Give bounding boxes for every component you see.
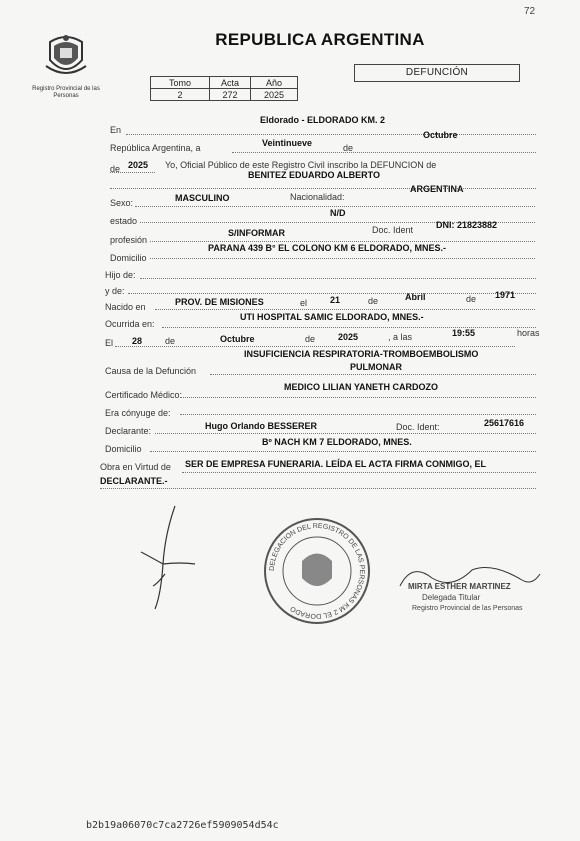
dotted-line [100,488,536,489]
de-label: de [368,296,379,306]
doc-ident-label: Doc. Ident [372,225,414,235]
domicilio2-value: Bº NACH KM 7 ELDORADO, MNES. [262,437,412,447]
de-label: de [110,164,121,174]
official-office: Registro Provincial de las Personas [412,605,523,612]
page-number: 72 [524,6,536,17]
doc-ident-value: DNI: 21823882 [436,220,498,230]
obra-value-line1: SER DE EMPRESA FUNERARIA. LEÍDA EL ACTA FIRMA CONMIGO, EL [185,459,487,469]
el-label: El [105,338,114,348]
nacionalidad-label: Nacionalidad: [290,192,345,202]
horas-label: horas [517,328,540,338]
death-time: 19:55 [452,328,476,338]
dotted-line [150,258,535,259]
domicilio-value: PARANA 439 B° EL COLONO KM 6 ELDORADO, MNES.- [208,243,446,253]
dotted-line [150,451,536,452]
year-value: 2025 [128,160,149,170]
causa-value-line2: PULMONAR [350,362,402,372]
death-month: Octubre [220,334,255,344]
col-header-tomo: Tomo [151,77,210,89]
day-value: Veintinueve [262,138,313,148]
causa-value-line1: INSUFICIENCIA RESPIRATORIA-TROMBOEMBOLISMO [244,349,479,359]
nacido-value: PROV. DE MISIONES [175,297,264,307]
nacionalidad-value: ARGENTINA [410,184,464,194]
dotted-line [162,327,536,328]
republica-label: República Argentina, a [110,143,201,153]
dotted-line [182,472,536,473]
crest-caption: Registro Provincial de las Personas [32,86,100,99]
el-label: el [300,298,308,308]
de-label: de [343,143,354,153]
cell-tomo: 2 [151,89,210,101]
ocurrida-value: UTI HOSPITAL SAMIC ELDORADO, MNES.- [240,312,424,322]
dotted-line [180,414,536,415]
estado-value: N/D [330,208,346,218]
deceased-name: BENITEZ EDUARDO ALBERTO [248,170,381,180]
dotted-line [180,397,536,398]
birth-month: Abril [405,292,426,302]
official-round-seal [262,516,372,626]
sexo-value: MASCULINO [175,193,230,203]
de-label: de [305,334,316,344]
sexo-label: Sexo: [110,198,134,208]
ocurrida-label: Ocurrida en: [105,319,155,329]
death-day: 28 [132,336,143,346]
certificado-label: Certificado Médico: [105,390,183,400]
dotted-line [232,152,536,153]
de-label: de [165,336,176,346]
en-label: En [110,125,122,135]
birth-year: 1971 [495,290,516,300]
domicilio-label: Domicilio [110,253,147,263]
hijo-label: Hijo de: [105,270,136,280]
declarante-value: Hugo Orlando BESSERER [205,421,318,431]
obra-label: Obra en Virtud de [100,462,171,472]
official-signature-stamp [392,560,542,620]
col-header-acta: Acta [210,77,251,89]
birth-day: 21 [330,295,341,305]
doc-ident2-value: 25617616 [484,418,525,428]
nacido-label: Nacido en [105,302,146,312]
oficial-text: Yo, Oficial Público de este Registro Civil inscribo la DEFUNCION de [165,160,437,170]
place-value: Eldorado - ELDORADO KM. 2 [260,115,386,125]
obra-value-line2: DECLARANTE.- [100,476,168,486]
dotted-line [140,278,536,279]
dotted-line [150,241,535,242]
cell-acta: 272 [210,89,251,101]
dotted-line [115,346,515,347]
dotted-line [110,172,155,173]
dotted-line [155,433,536,434]
declarante-label: Declarante: [105,426,152,436]
causa-label: Causa de la Defunción [105,366,197,376]
declarant-signature [135,504,205,614]
conyuge-label: Era cónyuge de: [105,408,171,418]
a-las-label: , a las [388,332,413,342]
month-value: Octubre [423,130,458,140]
dotted-line [126,134,536,135]
document-type-box: DEFUNCIÓN [354,64,520,82]
doc-ident2-label: Doc. Ident: [396,422,440,432]
dotted-line [155,309,535,310]
document-hash: b2b19a06070c7ca2726ef5909054d54c [86,820,279,831]
death-year: 2025 [338,332,359,342]
profesion-label: profesión [110,235,148,245]
cell-anio: 2025 [251,89,298,101]
col-header-anio: Año [251,77,298,89]
registry-table [150,76,298,101]
page-title: REPUBLICA ARGENTINA [215,30,425,49]
certificado-value: MEDICO LILIAN YANETH CARDOZO [284,382,439,392]
profesion-value: S/INFORMAR [228,228,285,238]
dotted-line [210,374,536,375]
de-label: de [466,294,477,304]
y-de-label: y de: [105,286,125,296]
official-role: Delegada Titular [422,593,481,602]
official-name: MIRTA ESTHER MARTINEZ [408,582,511,591]
domicilio2-label: Domicilio [105,444,142,454]
dotted-line [110,188,536,189]
estado-label: estado [110,216,138,226]
seal-text: DELEGACION DEL REGISTRO DE LAS PERSONAS KM 2 EL DORADO [268,522,366,620]
dotted-line [135,206,535,207]
